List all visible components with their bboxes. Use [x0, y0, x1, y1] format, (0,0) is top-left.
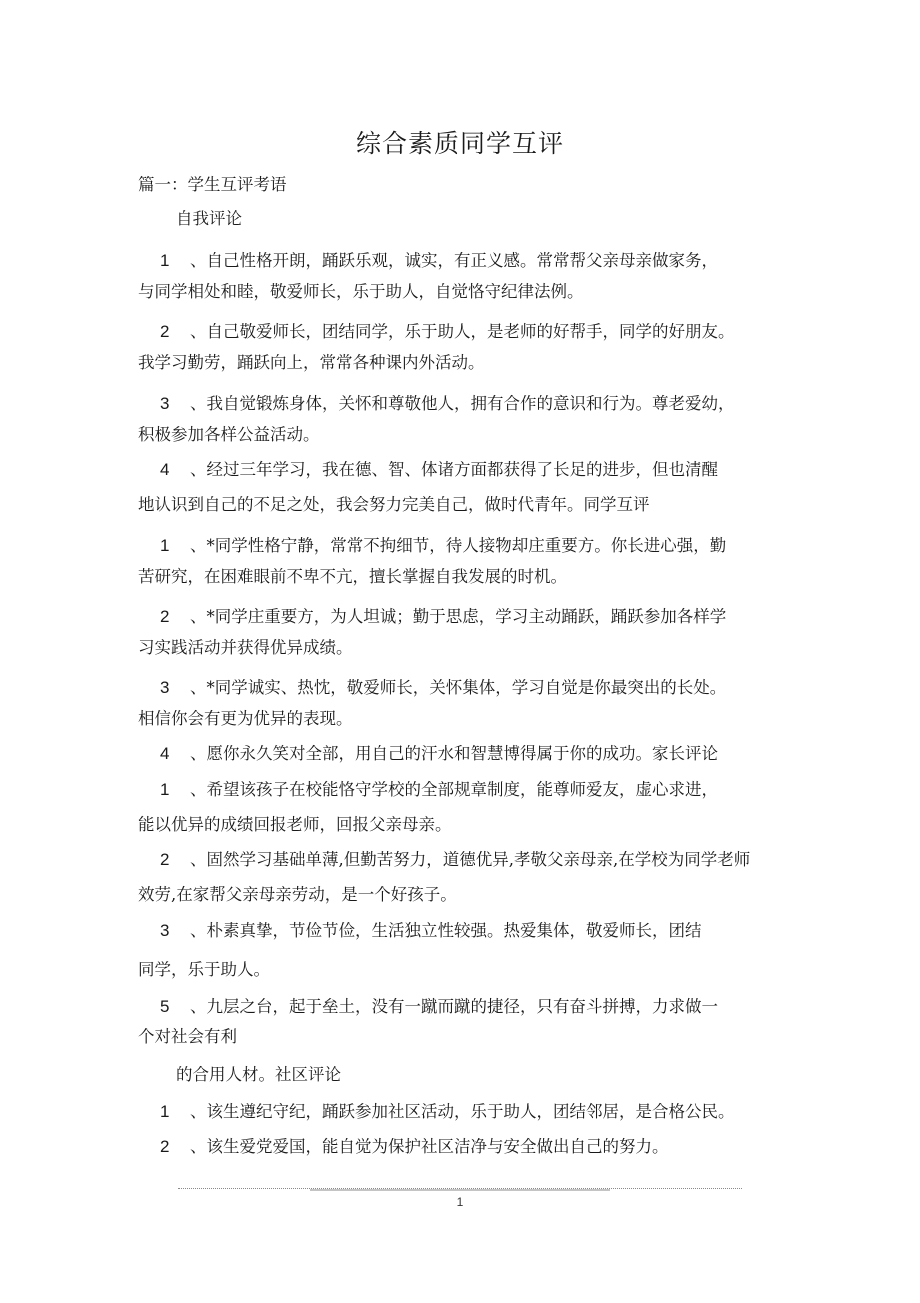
- subheading-self-review: 自我评论: [176, 209, 242, 228]
- list-item: [138, 849, 750, 871]
- item-text: 、固然学习基础单薄,但勤苦努力，道德优异,孝敬父亲母亲,在学校为同学老师: [190, 850, 751, 869]
- item-number: 3: [160, 921, 170, 940]
- list-item: [138, 1136, 669, 1158]
- item-number: 3: [160, 394, 170, 413]
- list-item-continuation: 同学，乐于助人。: [138, 960, 270, 979]
- list-item: [138, 459, 718, 481]
- item-number: 1: [160, 780, 170, 799]
- item-text: 、朴素真挚，节俭节俭，生活独立性较强。热爱集体，敬爱师长，团结: [190, 921, 702, 940]
- list-item: [138, 321, 735, 343]
- item-number: 2: [160, 607, 170, 626]
- document-title: 综合素质同学互评: [355, 129, 564, 158]
- page-number: 1: [456, 1195, 464, 1209]
- item-text: 、*同学庄重要方，为人坦诚；勤于思虑，学习主动踊跃，踊跃参加各样学: [190, 607, 727, 626]
- item-text: 、该生遵纪守纪，踊跃参加社区活动，乐于助人，团结邻居，是合格公民。: [190, 1102, 735, 1121]
- item-text: 、*同学诚实、热忱，敬爱师长，关怀集体，学习自觉是你最突出的长处。: [190, 678, 727, 697]
- item-number: 2: [160, 322, 170, 341]
- list-item: [138, 779, 718, 801]
- list-item-continuation: 效劳,在家帮父亲母亲劳动，是一个好孩子。: [138, 885, 457, 904]
- item-text: 、*同学性格宁静，常常不拘细节，待人接物却庄重要方。你长进心强，勤: [190, 536, 727, 555]
- item-number: 5: [160, 997, 170, 1016]
- item-number: 2: [160, 1137, 170, 1156]
- item-number: 2: [160, 850, 170, 869]
- list-item-continuation: 个对社会有利: [138, 1027, 237, 1046]
- item-text: 、自己性格开朗，踊跃乐观，诚实，有正义感。常常帮父亲母亲做家务，: [190, 251, 718, 270]
- list-item-continuation: 与同学相处和睦，敬爱师长，乐于助人，自觉恪守纪律法例。: [138, 282, 584, 301]
- list-item-continuation: 苦研究，在困难眼前不卑不亢，擅长掌握自我发展的时机。: [138, 567, 567, 586]
- item-text: 、经过三年学习，我在德、智、体诸方面都获得了长足的进步，但也清醒: [190, 460, 718, 479]
- list-item-continuation: 能以优异的成绩回报老师，回报父亲母亲。: [138, 815, 452, 834]
- list-item-continuation: 相信你会有更为优异的表现。: [138, 709, 353, 728]
- item-number: 4: [160, 460, 170, 479]
- list-item-continuation: 我学习勤劳，踊跃向上，常常各种课内外活动。: [138, 353, 485, 372]
- item-number: 1: [160, 536, 170, 555]
- list-item: [138, 535, 726, 557]
- list-item: [138, 250, 718, 272]
- item-text: 、愿你永久笑对全部，用自己的汗水和智慧博得属于你的成功。家长评论: [190, 744, 718, 763]
- list-item-continuation: 习实践活动并获得优异成绩。: [138, 638, 353, 657]
- list-item: [138, 606, 726, 628]
- item-number: 4: [160, 744, 170, 763]
- list-item: [138, 743, 718, 765]
- item-text: 、自己敬爱师长，团结同学，乐于助人，是老师的好帮手，同学的好朋友。: [190, 322, 735, 341]
- list-item: [138, 677, 726, 699]
- list-item-continuation: 积极参加各样公益活动。: [138, 425, 320, 444]
- item-text: 、我自觉锻炼身体，关怀和尊敬他人，拥有合作的意识和行为。尊老爱幼，: [190, 394, 735, 413]
- list-item: [138, 393, 735, 415]
- list-item-continuation: 的合用人材。社区评论: [176, 1065, 341, 1084]
- list-item: [138, 996, 718, 1018]
- item-text: 、希望该孩子在校能恪守学校的全部规章制度，能尊师爱友，虚心求进，: [190, 780, 718, 799]
- item-number: 1: [160, 251, 170, 270]
- list-item: [138, 920, 702, 942]
- item-text: 、该生爱党爱国，能自觉为保护社区洁净与安全做出自己的努力。: [190, 1137, 669, 1156]
- list-item-continuation: 地认识到自己的不足之处，我会努力完美自己，做时代青年。同学互评: [138, 495, 650, 514]
- list-item: [138, 1101, 735, 1123]
- item-number: 1: [160, 1102, 170, 1121]
- item-text: 、九层之台，起于垒土，没有一蹴而蹴的捷径，只有奋斗拼搏，力求做一: [190, 997, 718, 1016]
- footer-divider-accent: [310, 1189, 610, 1191]
- section-heading: 篇一：学生互评考语: [138, 175, 287, 194]
- item-number: 3: [160, 678, 170, 697]
